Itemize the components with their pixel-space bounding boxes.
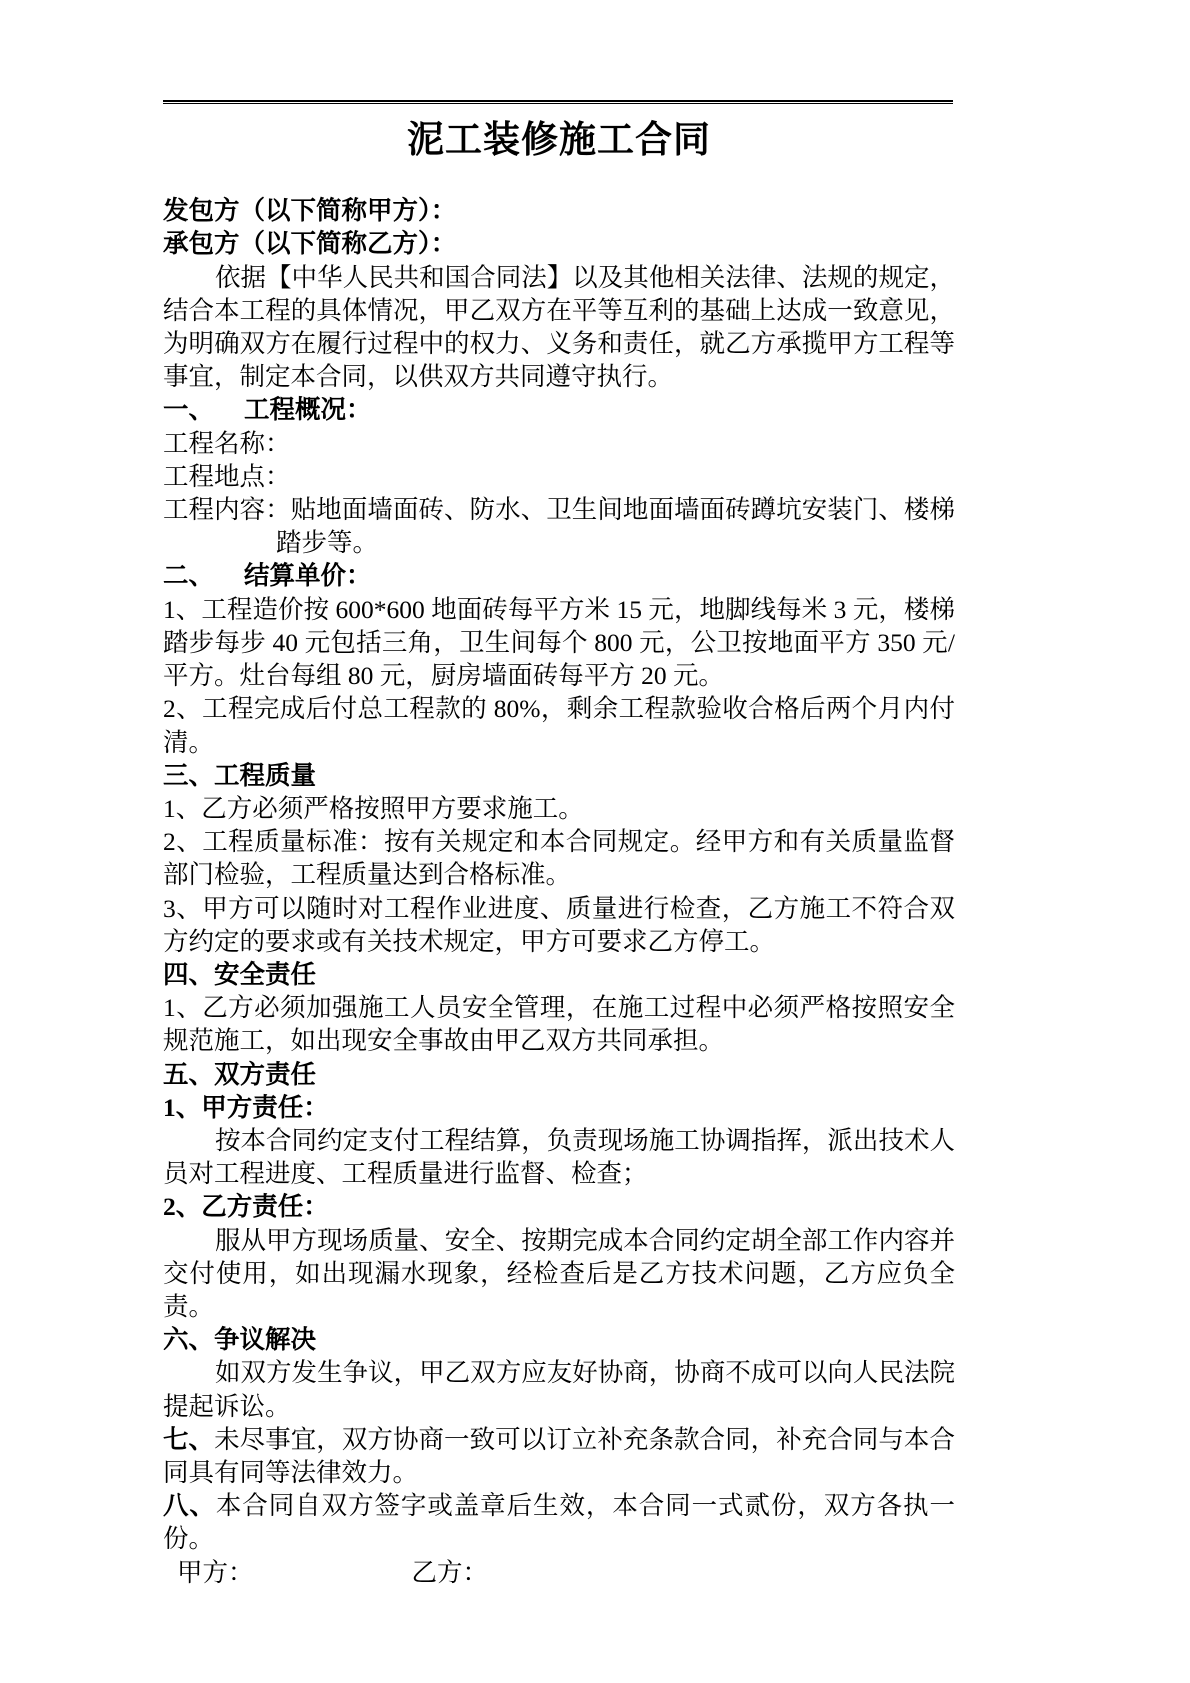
safety-item-1: 1、乙方必须加强施工人员安全管理，在施工过程中必须严格按照安全规范施工，如出现安全事故由甲乙双方共同承担。 bbox=[163, 993, 955, 1056]
section-4-number: 四、 bbox=[163, 959, 215, 989]
project-scope-field: 工程内容：贴地面墙面砖、防水、卫生间地面墙面砖蹲坑安装门、楼梯踏步等。 bbox=[163, 495, 955, 558]
pricing-item-1: 1、工程造价按 600*600 地面砖每平方米 15 元，地脚线每米 3 元，楼梯踏步每步 40 元包括三角，卫生间每个 800 元，公卫按地面平方 350 元/平方。灶台每组 80 元，厨房墙面砖每平方 20 元。 bbox=[163, 594, 955, 691]
page-title: 泥工装修施工合同 bbox=[407, 120, 711, 161]
section-3-heading bbox=[163, 759, 955, 792]
signature-row bbox=[163, 1556, 955, 1589]
dispute-resolution-body: 如双方发生争议，甲乙双方应友好协商，协商不成可以向人民法院提起诉讼。 bbox=[163, 1358, 955, 1421]
party-b-duty-label: 2、乙方责任： bbox=[163, 1192, 329, 1222]
header-divider-thin-line bbox=[163, 103, 953, 104]
section-1-number: 一、 bbox=[163, 395, 215, 425]
section-5-number: 五、 bbox=[163, 1059, 215, 1089]
party-a-duty-label: 1、甲方责任： bbox=[163, 1092, 329, 1122]
section-2-heading bbox=[163, 559, 955, 592]
section-3-number: 三、 bbox=[163, 760, 215, 790]
project-location-field: 工程地点： bbox=[163, 461, 291, 491]
section-7-number: 七、 bbox=[163, 1424, 215, 1454]
quality-item-2: 2、工程质量标准：按有关规定和本合同规定。经甲方和有关质量监督部门检验，工程质量达到合格标准。 bbox=[163, 827, 955, 890]
section-1-heading bbox=[163, 393, 955, 426]
section-4-heading bbox=[163, 958, 955, 991]
section-7-body: 未尽事宜，双方协商一致可以订立补充条款合同，补充合同与本合同具有同等法律效力。 bbox=[163, 1424, 955, 1487]
section-8-number: 八、 bbox=[163, 1491, 216, 1521]
quality-item-3: 3、甲方可以随时对工程作业进度、质量进行检查，乙方施工不符合双方约定的要求或有关技术规定，甲方可要求乙方停工。 bbox=[163, 893, 955, 956]
party-b-duty-body: 服从甲方现场质量、安全、按期完成本合同约定胡全部工作内容并交付使用，如出现漏水现象，经检查后是乙方技术问题，乙方应负全责。 bbox=[163, 1225, 955, 1321]
section-7-paragraph bbox=[163, 1423, 955, 1489]
section-3-title: 工程质量 bbox=[214, 760, 317, 790]
header-divider bbox=[163, 100, 953, 104]
section-8-body: 本合同自双方签字或盖章后生效，本合同一式贰份，双方各执一份。 bbox=[163, 1491, 955, 1554]
signature-party-a: 甲方： bbox=[177, 1557, 254, 1587]
section-4-title: 安全责任 bbox=[214, 959, 317, 989]
section-6-title: 争议解决 bbox=[214, 1325, 317, 1355]
quality-item-1: 1、乙方必须严格按照甲方要求施工。 bbox=[163, 793, 584, 823]
section-2-number: 二、 bbox=[163, 561, 215, 591]
signature-party-b: 乙方： bbox=[411, 1557, 489, 1587]
section-6-number: 六、 bbox=[163, 1325, 215, 1355]
section-6-heading bbox=[163, 1323, 955, 1356]
party-b-line: 承包方（以下简称乙方）： bbox=[163, 229, 457, 259]
project-name-field: 工程名称： bbox=[163, 428, 291, 458]
section-5-title: 双方责任 bbox=[214, 1059, 317, 1089]
section-2-title: 结算单价： bbox=[244, 561, 372, 591]
section-1-title: 工程概况： bbox=[244, 395, 372, 425]
party-a-line: 发包方（以下简称甲方）： bbox=[163, 196, 457, 226]
party-a-duty-body: 按本合同约定支付工程结算，负责现场施工协调指挥，派出技术人员对工程进度、工程质量进行监督、检查； bbox=[163, 1125, 955, 1189]
document-body bbox=[163, 118, 955, 1589]
preamble-paragraph: 依据【中华人民共和国合同法】以及其他相关法律、法规的规定，结合本工程的具体情况，甲乙双方在平等互利的基础上达成一致意见，为明确双方在履行过程中的权力、义务和责任，就乙方承揽甲方工程等事宜，制定本合同，以供双方共同遵守执行。 bbox=[163, 262, 955, 392]
pricing-item-2: 2、工程完成后付总工程款的 80%，剩余工程款验收合格后两个月内付清。 bbox=[163, 694, 955, 757]
section-5-heading bbox=[163, 1058, 955, 1091]
section-8-paragraph bbox=[163, 1489, 955, 1555]
